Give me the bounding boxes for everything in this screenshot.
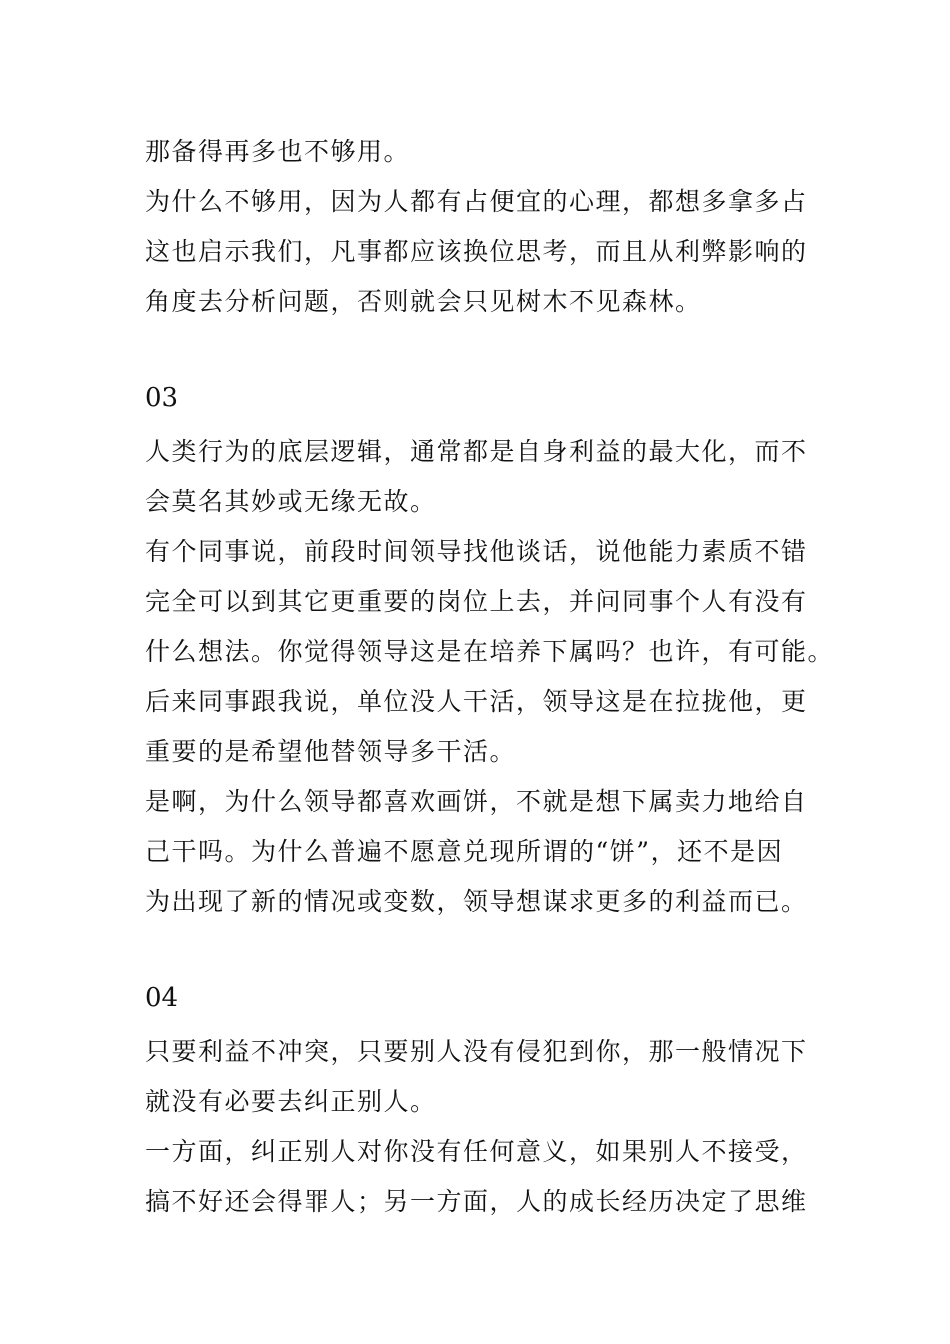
text-line: 己干吗。为什么普遍不愿意兑现所谓的“饼”，还不是因	[145, 837, 784, 866]
paragraph	[145, 184, 825, 234]
document-page	[145, 134, 835, 1234]
text-line: 完全可以到其它更重要的岗位上去，并问同事个人有没有	[145, 587, 808, 616]
paragraph	[145, 1134, 825, 1234]
text-line: 会莫名其妙或无缘无故。	[145, 487, 437, 516]
text-line: 搞不好还会得罪人；另一方面，人的成长经历决定了思维	[145, 1187, 808, 1216]
text-line: 什么想法。你觉得领导这是在培养下属吗？也许，有可能。	[145, 637, 835, 666]
text-line: 重要的是希望他替领导多干活。	[145, 737, 517, 766]
text-line: 那备得再多也不够用。	[145, 137, 411, 166]
text-line: 这也启示我们，凡事都应该换位思考，而且从利弊影响的	[145, 237, 808, 266]
text-line: 为什么不够用，因为人都有占便宜的心理，都想多拿多占	[145, 187, 808, 216]
text-line: 一方面，纠正别人对你没有任何意义，如果别人不接受，	[145, 1137, 808, 1166]
section-number-04: 04	[145, 983, 179, 1013]
paragraph-gap	[145, 334, 825, 384]
section-number-03: 03	[145, 383, 179, 413]
text-line: 后来同事跟我说，单位没人干活，领导这是在拉拢他，更	[145, 687, 808, 716]
paragraph	[145, 784, 825, 934]
text-line: 人类行为的底层逻辑，通常都是自身利益的最大化，而不	[145, 437, 808, 466]
text-line: 有个同事说，前段时间领导找他谈话，说他能力素质不错	[145, 537, 808, 566]
text-line: 角度去分析问题，否则就会只见树木不见森林。	[145, 287, 702, 316]
text-line: 为出现了新的情况或变数，领导想谋求更多的利益而已。	[145, 887, 808, 916]
text-line: 是啊，为什么领导都喜欢画饼，不就是想下属卖力地给自	[145, 787, 808, 816]
paragraph	[145, 134, 825, 184]
paragraph-gap	[145, 934, 825, 984]
text-line: 只要利益不冲突，只要别人没有侵犯到你，那一般情况下	[145, 1037, 808, 1066]
paragraph	[145, 534, 835, 684]
paragraph	[145, 1034, 825, 1134]
text-line: 就没有必要去纠正别人。	[145, 1087, 437, 1116]
paragraph	[145, 434, 825, 534]
paragraph	[145, 234, 825, 334]
paragraph	[145, 684, 825, 784]
